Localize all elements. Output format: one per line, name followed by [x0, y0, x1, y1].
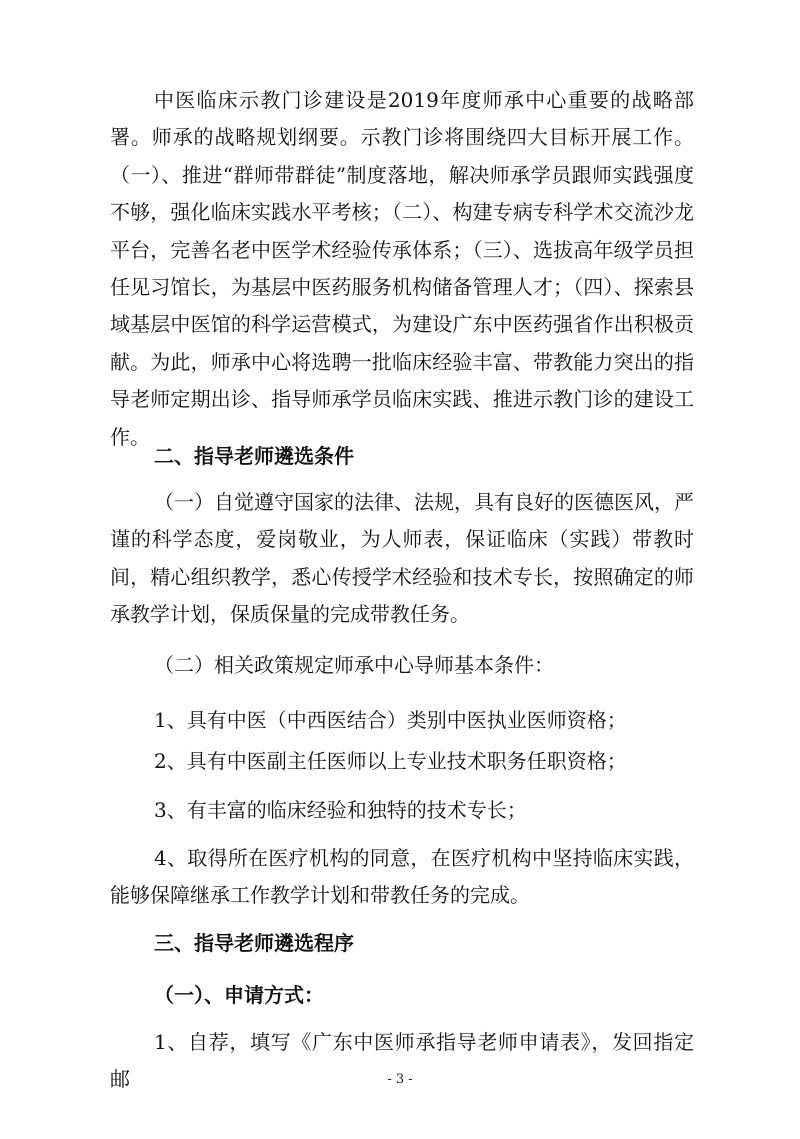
section-heading-selection-procedure: 三、指导老师遴选程序: [154, 931, 354, 955]
requirement-item-2: 2、具有中医副主任医师以上专业技术职务任职资格；: [154, 749, 627, 773]
requirement-item-1: 1、具有中医（中西医结合）类别中医执业医师资格；: [154, 708, 627, 732]
intro-paragraph: 中医临床示教门诊建设是2019年度师承中心重要的战略部署。师承的战略规划纲要。示教门诊将围绕四大目标开展工作。（一）、推进“群师带群徒”制度落地，解决师承学员跟师实践强度不够，强化临床实践水平考核；（二）、构建专病专科学术交流沙龙平台，完善名老中医学术经验传承体系；（三）、选拔高年级学员担任见习馆长，为基层中医药服务机构储备管理人才；（四）、探索县域基层中医馆的科学运营模式，为建设广东中医药强省作出积极贡献。为此，师承中心将选聘一批临床经验丰富、带教能力突出的指导老师定期出诊、指导师承学员临床实践、推进示教门诊的建设工作。: [110, 88, 694, 449]
requirement-item-3: 3、有丰富的临床经验和独特的技术专长；: [154, 798, 527, 822]
page-number: - 3 -: [387, 1072, 413, 1087]
condition-paragraph-1: （一）自觉遵守国家的法律、法规，具有良好的医德医风，严谨的科学态度，爱岗敬业，为人师表，保证临床（实践）带教时间，精心组织教学，悉心传授学术经验和技术专长，按照确定的师承教学计划，保质保量的完成带教任务。: [110, 490, 694, 627]
requirement-item-4: 4、取得所在医疗机构的同意，在医疗机构中坚持临床实践，能够保障继承工作教学计划和带教任务的完成。: [110, 846, 694, 908]
section-heading-selection-conditions: 二、指导老师遴选条件: [154, 444, 354, 468]
application-item-1: 1、自荐，填写《广东中医师承指导老师申请表》，发回指定邮: [110, 1030, 694, 1092]
subheading-application-method: （一）、申请方式：: [154, 983, 324, 1007]
condition-paragraph-2: （二）相关政策规定师承中心导师基本条件：: [154, 653, 554, 677]
